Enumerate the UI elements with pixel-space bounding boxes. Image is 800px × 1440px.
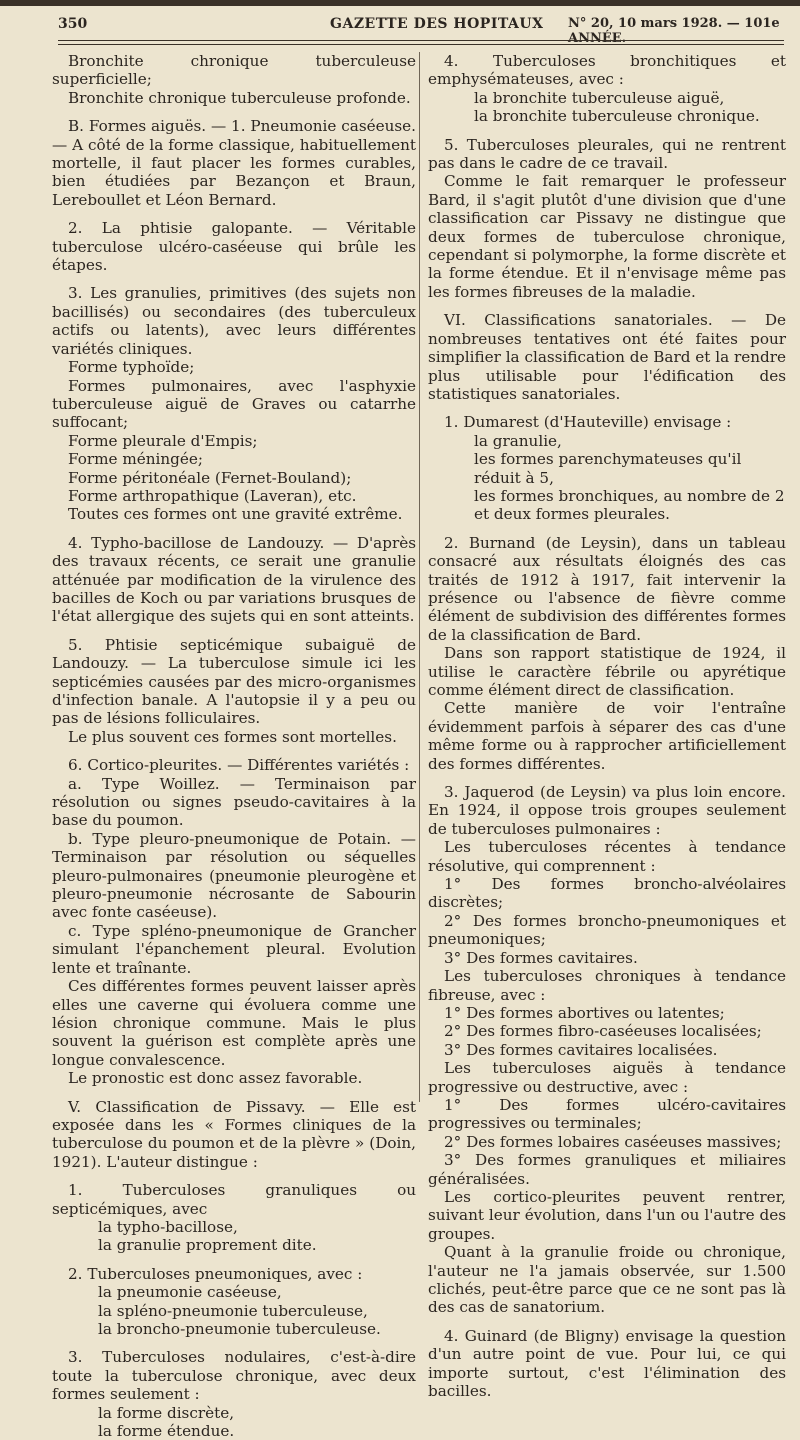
form-5: Forme péritonéale (Fernet-Bouland); [68,468,352,487]
column-divider [419,52,420,1102]
paragraph-5b: Le plus souvent ces formes sont mortelles. [68,727,397,746]
item-v1: 1. Tuberculoses granuliques ou septicémiques, avec [52,1181,416,1218]
paragraph-r5b: Comme le fait remarquer le professeur Bard, il s'agit plutôt d'une division que d'une classification car Pissavy ne distingue que deux formes de tuberculose chronique, cependant si polymorphe, la forme discrète et la forme étendue. Et il n'envisage même pas les formes fibreuses de la maladie. [428,172,786,301]
item-r5: 5. Tuberculoses pleurales, qui ne rentrent pas dans le cadre de ce travail. [428,135,786,173]
paragraph-6a: a. Type Woillez. — Terminaison par résolution ou signes pseudo-cavitaires à la base du poumon. [52,774,416,830]
item-d1: 1. Dumarest (d'Hauteville) envisage : [444,413,732,432]
journal-title: GAZETTE DES HOPITAUX [330,16,544,32]
paragraph-3: 3. Les granulies, primitives (des sujets non bacillisés) ou secondaires (des tuberculeux actifs ou latents), avec leurs différentes variétés cliniques. [52,284,416,358]
paragraph-6c: c. Type spléno-pneumonique de Grancher simulant l'épanchement pleural. Evolution lente et traînante. [52,921,416,977]
item-v2a: la pneumonie caséeuse, [98,1283,282,1302]
item-v3a: la forme discrète, [98,1403,235,1422]
paragraph-6d: Ces différentes formes peuvent laisser après elles une caverne qui évoluera comme une lésion chronique commune. Mais le plus souvent la guérison est complète après une longue convalescence. [52,977,416,1069]
paragraph-2: 2. La phtisie galopante. — Véritable tuberculose ulcéro-caséeuse qui brûle les étapes. [52,219,416,275]
paragraph-d2b: Dans son rapport statistique de 1924, il utilise le caractère fébrile ou apyrétique comme élément direct de classification. [428,644,786,699]
item-v1a: la typho-bacillose, [98,1217,238,1236]
paragraph-6b: b. Type pleuro-pneumonique de Potain. — Terminaison par résolution ou séquelles pleuro-pulmonaires (pneumonie pleurogène et pleuro-pneumonie nécrosante de Sabourin avec fonte caséeuse). [52,829,416,922]
section-vi-heading: VI. Classifications sanatoriales. — De nombreuses tentatives ont été faites pour simplifier la classification de Bard et la rendre plus utilisable pour l'édification des statistiques sanatoriales. [428,311,786,403]
paragraph-6: 6. Cortico-pleurites. — Différentes variétés : [68,756,410,775]
paragraph-6e: Le pronostic est donc assez favorable. [68,1069,363,1088]
item-d1b: les formes parenchymateuses qu'il réduit à 5, [474,450,742,487]
item-r4b: la bronchite tuberculeuse chronique. [474,107,760,126]
section-b-heading: B. Formes aiguës. — 1. Pneumonie caséeuse. — A côté de la forme classique, habituellement mortelle, il faut placer les formes curables, bien étudiées par Bezançon et Braun, Lereboullet et Léon Bernard. [52,117,416,209]
group-b-heading: Les tuberculoses chroniques à tendance fibreuse, avec : [428,967,786,1004]
group-c-2: 2° Des formes lobaires caséeuses massives; [444,1132,782,1151]
group-b-1: 1° Des formes abortives ou latentes; [444,1003,725,1022]
item-v3b: la forme étendue. [98,1422,235,1440]
item-r4a: la bronchite tuberculeuse aiguë, [474,88,725,107]
group-a-3: 3° Des formes cavitaires. [444,948,638,967]
item-r4: 4. Tuberculoses bronchitiques et emphysémateuses, avec : [428,52,786,89]
item-v2c: la broncho-pneumonie tuberculeuse. [98,1320,381,1338]
group-a-heading: Les tuberculoses récentes à tendance résolutive, qui comprennent : [428,838,786,875]
group-c-heading: Les tuberculoses aiguës à tendance progressive ou destructive, avec : [428,1059,786,1096]
page-header [0,0,800,46]
section-v-heading: V. Classification de Pissavy. — Elle est exposée dans les « Formes cliniques de la tuberculose du poumon et de la plèvre » (Doin, 1921). L'auteur distingue : [52,1097,416,1171]
group-c-3: 3° Des formes granuliques et miliaires généralisées. [428,1151,786,1188]
left-line-1: Bronchite chronique tuberculeuse superficielle; [52,52,416,89]
form-4: Forme méningée; [68,450,203,469]
form-1: Forme typhoïde; [68,358,195,377]
item-d1d: et deux formes pleurales. [474,505,670,524]
item-d1a: la granulie, [474,431,562,450]
form-2: Formes pulmonaires, avec l'asphyxie tuberculeuse aiguë de Graves ou catarrhe suffocant; [52,376,416,432]
paragraph-4: 4. Typho-bacillose de Landouzy. — D'après des travaux récents, ce serait une granulie atténuée par modification de la virulence des bacilles de Koch ou par variations brusques de l'état allergique des sujets qui en sont atteints. [52,533,416,626]
paragraph-d2c: Cette manière de voir l'entraîne évidemment parfois à séparer des cas d'une même forme ou à rapprocher artificiellement des formes différentes. [428,699,786,773]
form-7: Toutes ces formes ont une gravité extrême. [68,505,403,524]
group-a-2: 2° Des formes broncho-pneumoniques et pneumoniques; [428,911,786,949]
item-d1c: les formes bronchiques, au nombre de 2 [474,486,785,505]
group-b-2: 2° Des formes fibro-caséeuses localisées; [444,1022,762,1041]
left-line-2: Bronchite chronique tuberculeuse profonde. [68,88,411,107]
paragraph-d2: 2. Burnand (de Leysin), dans un tableau consacré aux résultats éloignés des cas traités de 1912 à 1917, fait intervenir la présence ou l'absence de fièvre comme élément de subdivision des différentes formes de la classification de Bard. [428,533,786,644]
group-c-1: 1° Des formes ulcéro-cavitaires progressives ou terminales; [428,1095,786,1133]
paragraph-5: 5. Phtisie septicémique subaiguë de Landouzy. — La tuberculose simule ici les septicémies causées par des micro-organismes d'infection banale. A l'autopsie il y a peu ou pas de lésions folliculaires. [52,635,416,728]
group-b-3: 3° Des formes cavitaires localisées. [444,1040,718,1059]
header-rule [58,40,784,45]
paragraph-d3d: Les cortico-pleurites peuvent rentrer, suivant leur évolution, dans l'un ou l'autre des groupes. [428,1187,786,1243]
right-column [428,52,786,1400]
item-v3: 3. Tuberculoses nodulaires, c'est-à-dire toute la tuberculose chronique, avec deux formes seulement : [52,1348,416,1404]
issue-info: N° 20, 10 mars 1928. — 101e ANNÉE. [568,16,780,46]
item-v2b: la spléno-pneumonie tuberculeuse, [98,1301,368,1320]
form-3: Forme pleurale d'Empis; [68,431,258,450]
paragraph-d3e: Quant à la granulie froide ou chronique, l'auteur ne l'a jamais observée, sur 1.500 clichés, peut-être parce que ce ne sont pas là des cas de sanatorium. [428,1243,786,1317]
left-column [52,52,416,1440]
paragraph-d3: 3. Jaquerod (de Leysin) va plus loin encore. En 1924, il oppose trois groupes seulement de tuberculoses pulmonaires : [428,783,786,838]
item-v1b: la granulie proprement dite. [98,1236,317,1255]
group-a-1: 1° Des formes broncho-alvéolaires discrètes; [428,875,786,912]
form-6: Forme arthropathique (Laveran), etc. [68,486,357,505]
paragraph-d4: 4. Guinard (de Bligny) envisage la question d'un autre point de vue. Pour lui, ce qui importe surtout, c'est l'élimination des bacilles. [428,1326,786,1401]
page-number: 350 [58,16,88,32]
item-v2: 2. Tuberculoses pneumoniques, avec : [68,1264,363,1283]
